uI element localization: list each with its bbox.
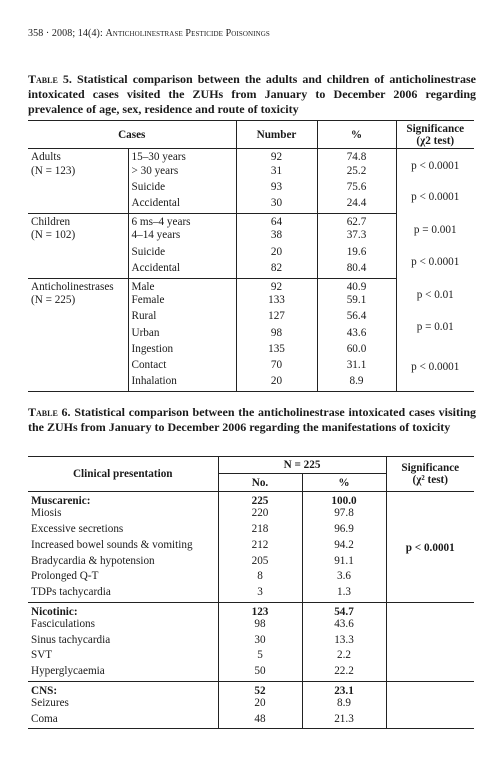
row-percent: 13.3: [302, 634, 386, 650]
row-significance: p < 0.0001: [396, 149, 474, 181]
row-percent: 96.9: [302, 523, 386, 539]
row-number: 98: [236, 327, 317, 343]
group-name: Children: [31, 215, 71, 228]
row-significance: p = 0.01: [396, 310, 474, 342]
row-no: 50: [218, 665, 302, 681]
row-label: Accidental: [128, 197, 236, 213]
row-percent: 8.9: [317, 375, 396, 391]
row-label: > 30 years: [128, 165, 236, 181]
row-significance: p = 0.001: [396, 213, 474, 245]
col-header-number: Number: [236, 121, 317, 149]
row-label: 4–14 years: [128, 229, 236, 245]
group-n: (N = 123): [31, 164, 76, 177]
row-label: Female: [128, 294, 236, 310]
significance-label: Significance: [401, 462, 460, 474]
table6-caption-text: Statistical comparison between the anticholinestrase intoxicated cases visiting the ZUHs from January to December 2006 regarding the manifestations of toxicity: [28, 405, 476, 434]
row-label: Coma: [31, 712, 58, 725]
table-row: [28, 246, 474, 262]
row-label: Seizures: [31, 696, 69, 709]
section-no: 225: [218, 492, 302, 508]
table-row: [28, 492, 474, 508]
row-percent: 60.0: [317, 343, 396, 359]
row-percent: 94.2: [302, 539, 386, 555]
row-percent: 37.3: [317, 229, 396, 245]
group-n: (N = 225): [31, 294, 76, 307]
row-label: Fasciculations: [31, 617, 96, 630]
row-percent: 43.6: [302, 618, 386, 634]
row-label: Bradycardia & hypotension: [31, 554, 155, 567]
journal-title: Anticholinestrase Pesticide Poisonings: [105, 28, 270, 39]
group-name: Anticholinestrases: [31, 280, 114, 293]
row-no: 205: [218, 555, 302, 571]
row-percent: 59.1: [317, 294, 396, 310]
row-no: 220: [218, 507, 302, 523]
row-number: 30: [236, 197, 317, 213]
row-no: 98: [218, 618, 302, 634]
row-label: Male: [128, 278, 236, 294]
row-percent: 25.2: [317, 165, 396, 181]
significance-label: Significance: [406, 122, 465, 135]
row-significance: p < 0.01: [396, 278, 474, 310]
row-number: 64: [236, 213, 317, 229]
row-percent: 80.4: [317, 262, 396, 278]
row-no: 212: [218, 539, 302, 555]
row-label: Ingestion: [128, 343, 236, 359]
row-percent: 1.3: [302, 586, 386, 602]
section-name: CNS:: [31, 684, 58, 697]
row-label: Excessive secretions: [31, 523, 124, 536]
running-head: [28, 28, 478, 39]
row-label: Inhalation: [128, 375, 236, 391]
table-row: [28, 343, 474, 359]
row-percent: 74.8: [317, 149, 396, 165]
row-number: 92: [236, 149, 317, 165]
table-row: [28, 278, 474, 294]
row-number: 92: [236, 278, 317, 294]
section-percent: 100.0: [302, 492, 386, 508]
test-label: (χ² test): [412, 474, 449, 486]
row-label: 15–30 years: [128, 149, 236, 165]
row-label: Urban: [128, 327, 236, 343]
table-row: [28, 181, 474, 197]
row-label: TDPs tachycardia: [28, 586, 218, 602]
table-row: [28, 149, 474, 165]
row-percent: 91.1: [302, 555, 386, 571]
row-label: Miosis: [31, 507, 62, 520]
row-percent: 8.9: [302, 697, 386, 713]
row-percent: 22.2: [302, 665, 386, 681]
col-header-significance: [386, 457, 474, 492]
table-row: [28, 681, 474, 697]
row-number: 20: [236, 246, 317, 262]
test-label: (χ2 test): [416, 134, 455, 147]
table-row: [28, 213, 474, 229]
col-header-percent: %: [302, 474, 386, 492]
table5-caption-text: Statistical comparison between the adults and children of anticholinestrase intoxicated cases visited the ZUHs from January to December 2006 regarding prevalence of age, sex, residence and route of toxicity: [28, 72, 477, 116]
page-info: 358 · 2008; 14(4):: [28, 28, 103, 39]
row-number: 93: [236, 181, 317, 197]
col-header-percent: %: [317, 121, 396, 149]
row-label: SVT: [31, 649, 53, 662]
table6: [28, 456, 474, 729]
row-percent: 19.6: [317, 246, 396, 262]
row-significance: p < 0.0001: [396, 246, 474, 278]
table5-label: Table 5.: [28, 72, 72, 86]
row-number: 82: [236, 262, 317, 278]
table-row: [28, 310, 474, 326]
row-label: Suicide: [128, 246, 236, 262]
row-percent: 21.3: [302, 713, 386, 729]
section-name: Nicotinic:: [31, 605, 78, 618]
row-label: Increased bowel sounds & vomiting: [31, 538, 193, 551]
table5: [28, 120, 474, 392]
row-number: 127: [236, 310, 317, 326]
group-name: Adults: [31, 151, 61, 163]
row-percent: 31.1: [317, 359, 396, 375]
row-no: 5: [218, 649, 302, 665]
row-label: Sinus tachycardia: [31, 633, 111, 646]
row-label: Contact: [128, 359, 236, 375]
row-number: 20: [236, 375, 317, 391]
group-n: (N = 102): [31, 229, 76, 242]
row-percent: 2.2: [302, 649, 386, 665]
section-name: Muscarenic:: [31, 495, 91, 507]
section-no: 52: [218, 681, 302, 697]
row-label: Suicide: [128, 181, 236, 197]
row-significance: p < 0.0001: [396, 343, 474, 392]
row-label: Hyperglycaemia: [28, 665, 218, 681]
row-no: 30: [218, 634, 302, 650]
row-percent: 56.4: [317, 310, 396, 326]
row-no: 218: [218, 523, 302, 539]
row-percent: 97.8: [302, 507, 386, 523]
col-header-significance: [396, 121, 474, 149]
row-number: 38: [236, 229, 317, 245]
col-header-cases: Cases: [28, 121, 236, 149]
row-label: Prolonged Q-T: [31, 570, 99, 583]
row-no: 20: [218, 697, 302, 713]
row-significance: p < 0.0001: [386, 492, 474, 603]
col-header-presentation: Clinical presentation: [28, 457, 218, 492]
section-no: 123: [218, 602, 302, 618]
col-header-n-total: N = 225: [218, 457, 386, 474]
row-percent: 40.9: [317, 278, 396, 294]
row-no: 48: [218, 713, 302, 729]
row-number: 31: [236, 165, 317, 181]
row-no: 8: [218, 570, 302, 586]
row-number: 135: [236, 343, 317, 359]
row-percent: 62.7: [317, 213, 396, 229]
row-label: Accidental: [128, 262, 236, 278]
row-label: 6 ms–4 years: [128, 213, 236, 229]
table6-label: Table 6.: [28, 405, 71, 419]
row-significance: p < 0.0001: [396, 181, 474, 213]
table6-caption: [28, 405, 476, 435]
section-percent: 23.1: [302, 681, 386, 697]
section-percent: 54.7: [302, 602, 386, 618]
row-number: 70: [236, 359, 317, 375]
row-percent: 3.6: [302, 570, 386, 586]
row-percent: 24.4: [317, 197, 396, 213]
row-no: 3: [218, 586, 302, 602]
table-row: [28, 602, 474, 618]
row-percent: 43.6: [317, 327, 396, 343]
row-number: 133: [236, 294, 317, 310]
col-header-no: No.: [218, 474, 302, 492]
table5-caption: [28, 72, 476, 117]
row-label: Rural: [128, 310, 236, 326]
row-percent: 75.6: [317, 181, 396, 197]
